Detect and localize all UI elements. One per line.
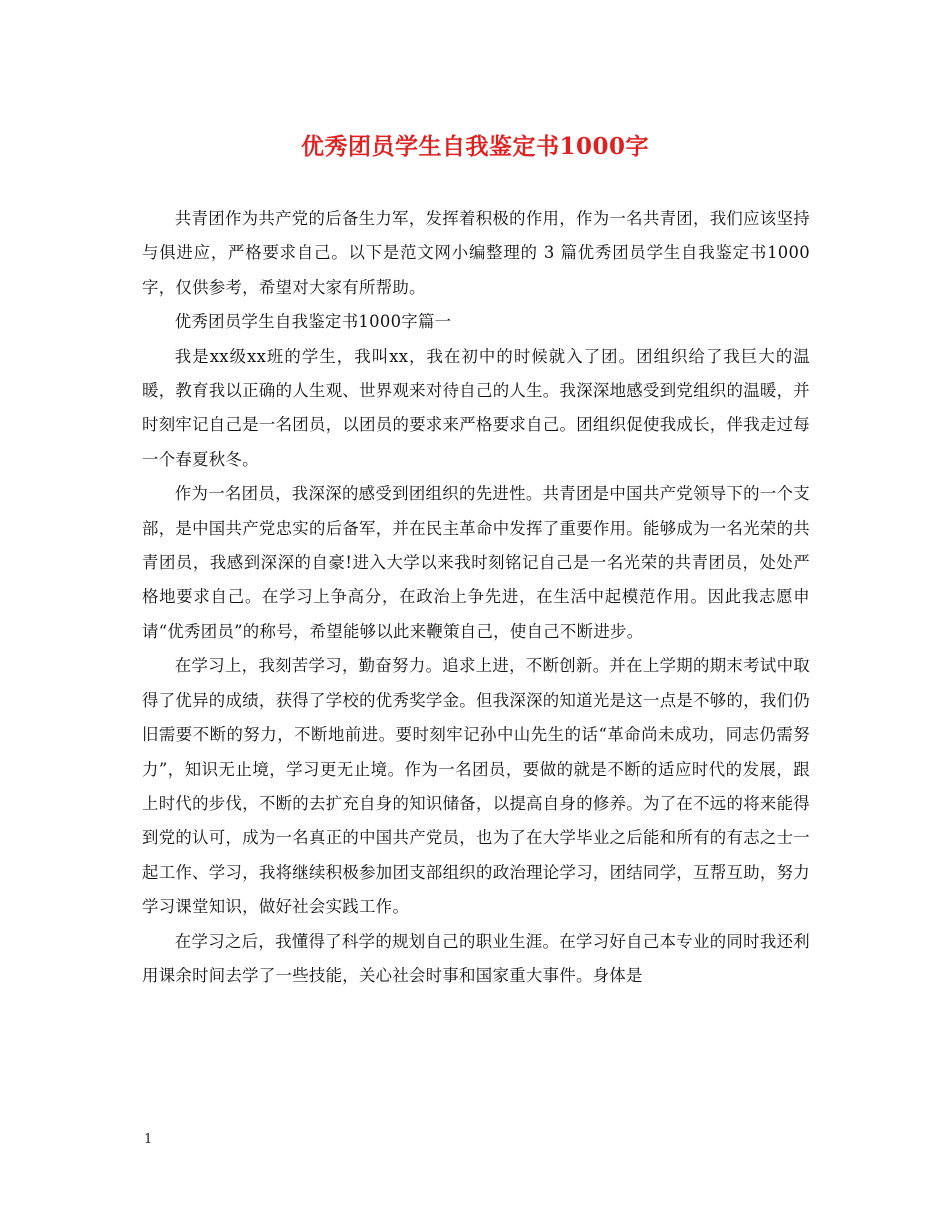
page-number: 1 [144,1132,153,1147]
paragraph: 作为一名团员，我深深的感受到团组织的先进性。共青团是中国共产党领导下的一个支部，是中国共产党忠实的后备军，并在民主革命中发挥了重要作用。能够成为一名光荣的共青团员，我感到深深的自豪!进入大学以来我时刻铭记自己是一名光荣的共青团员，处处严格地要求自己。在学习上争高分，在政治上争先进，在生活中起模范作用。因此我志愿申请“优秀团员”的称号，希望能够以此来鞭策自己，使自己不断进步。 [142,484,810,641]
paragraph: 在学习上，我刻苦学习，勤奋努力。追求上进，不断创新。并在上学期的期末考试中取得了优异的成绩，获得了学校的优秀奖学金。但我深深的知道光是这一点是不够的，我们仍旧需要不断的努力，不断地前进。要时刻牢记孙中山先生的话“革命尚未成功，同志仍需努力”，知识无止境，学习更无止境。作为一名团员，要做的就是不断的适应时代的发展，跟上时代的步伐，不断的去扩充自身的知识储备，以提高自身的修养。为了在不远的将来能得到党的认可，成为一名真正的中国共产党员，也为了在大学毕业之后能和所有的有志之士一起工作、学习，我将继续积极参加团支部组织的政治理论学习，团结同学，互帮互助，努力学习课堂知识，做好社会实践工作。 [142,656,810,917]
paragraph-intro: 共青团作为共产党的后备生力军，发挥着积极的作用，作为一名共青团，我们应该坚持与俱进应，严格要求自己。以下是范文网小编整理的 3 篇优秀团员学生自我鉴定书1000字，仅供参考，希望对大家有所帮助。 [142,209,810,297]
document-body [142,202,810,993]
paragraph: 在学习之后，我懂得了科学的规划自己的职业生涯。在学习好自己本专业的同时我还利用课余时间去学了一些技能，关心社会时事和国家重大事件。身体是 [142,931,810,985]
document-title: 优秀团员学生自我鉴定书1000字 [300,133,649,160]
section-heading: 优秀团员学生自我鉴定书1000字篇一 [174,312,452,332]
paragraph: 我是xx级xx班的学生，我叫xx，我在初中的时候就入了团。团组织给了我巨大的温暖，教育我以正确的人生观、世界观来对待自己的人生。我深深地感受到党组织的温暖，并时刻牢记自己是一名团员，以团员的要求来严格要求自己。团组织促使我成长，伴我走过每一个春夏秋冬。 [142,346,810,469]
